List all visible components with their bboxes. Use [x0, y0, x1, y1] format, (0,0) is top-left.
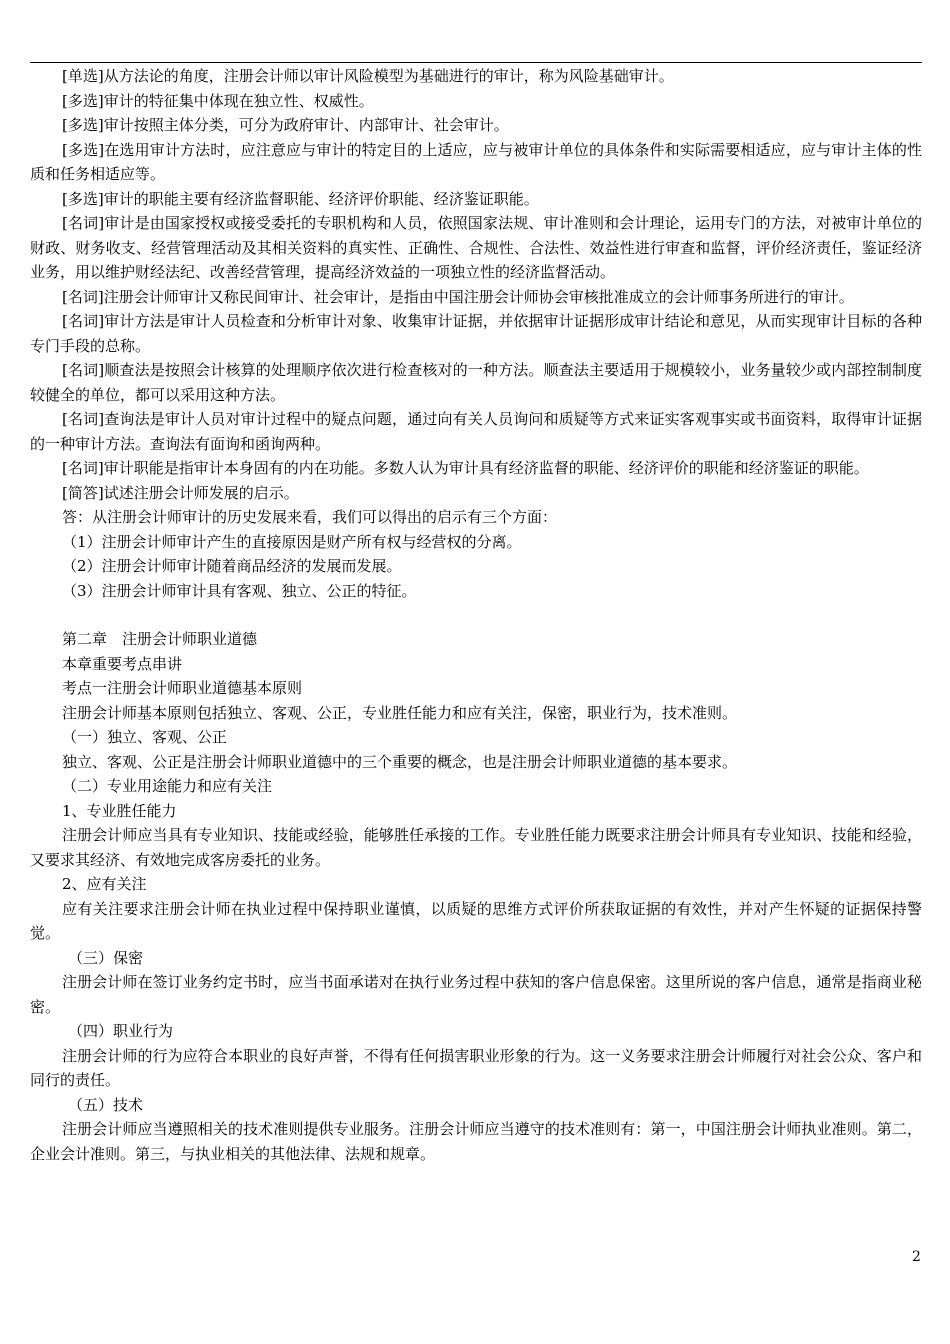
page-number: 2 — [912, 1249, 921, 1265]
paragraph: [多选]审计按照主体分类，可分为政府审计、内部审计、社会审计。 — [62, 116, 509, 134]
list-item: （1）注册会计师审计产生的直接原因是财产所有权与经营权的分离。 — [62, 532, 522, 551]
paragraph: [名词]审计职能是指审计本身固有的内在功能。多数人认为审计具有经济监督的职能、经济评价的职能和经济鉴证的职能。 — [62, 459, 869, 477]
paragraph: 答：从注册会计师审计的历史发展来看，我们可以得出的启示有三个方面： — [62, 508, 558, 526]
paragraph: [简答]试述注册会计师发展的启示。 — [62, 483, 299, 502]
list-item: （2）注册会计师审计随着商品经济的发展而发展。 — [62, 557, 402, 575]
paragraph: [名词]查询法是审计人员对审计过程中的疑点问题，通过向有关人员询问和质疑等方式来证实客观事实或书面资料，取得审计证据的一种审计方法。查询法有面询和函询两种。 — [30, 410, 922, 453]
paragraph: [名词]注册会计师审计又称民间审计、社会审计，是指由中国注册会计师协会审核批准成立的会计师事务所进行的审计。 — [62, 287, 854, 306]
subheading: （四）职业行为 — [68, 1022, 174, 1040]
subheading: （一）独立、客观、公正 — [62, 728, 228, 746]
paragraph: 注册会计师基本原则包括独立、客观、公正，专业胜任能力和应有关注，保密，职业行为，技术准则。 — [62, 703, 738, 722]
list-item: （3）注册会计师审计具有客观、独立、公正的特征。 — [62, 581, 417, 600]
paragraph: 注册会计师在签订业务约定书时，应当书面承诺对在执行业务过程中获知的客户信息保密。这里所说的客户信息，通常是指商业秘密。 — [30, 973, 922, 1016]
paragraph: [名词]审计是由国家授权或接受委托的专职机构和人员，依照国家法规、审计准则和会计理论，运用专门的方法，对被审计单位的财政、财务收支、经营管理活动及其相关资料的真实性、正确性、合规性、合法性、效益性进行审查和监督，评价经济责任，鉴证经济业务，用以维护财经法纪、改善经营管理，提高经济效益的一项独立性的经济监督活动。 — [30, 214, 922, 281]
section-heading: 本章重要考点串讲 — [62, 654, 183, 673]
paragraph: [单选]从方法论的角度，注册会计师以审计风险模型为基础进行的审计，称为风险基础审计。 — [62, 67, 674, 85]
paragraph: 注册会计师应当具有专业知识、技能或经验，能够胜任承接的工作。专业胜任能力既要求注册会计师具有专业知识、技能和经验，又要求其经济、有效地完成客房委托的业务。 — [30, 826, 922, 869]
paragraph: 应有关注要求注册会计师在执业过程中保持职业谨慎，以质疑的思维方式评价所获取证据的有效性，并对产生怀疑的证据保持警觉。 — [30, 899, 922, 942]
section-heading: 考点一注册会计师职业道德基本原则 — [62, 679, 303, 697]
subheading: 2、应有关注 — [62, 875, 147, 893]
header-rule — [30, 62, 922, 63]
paragraph: 独立、客观、公正是注册会计师职业道德中的三个重要的概念，也是注册会计师职业道德的基本要求。 — [62, 752, 738, 771]
paragraph: 注册会计师的行为应符合本职业的良好声誉，不得有任何损害职业形象的行为。这一义务要求注册会计师履行对社会公众、客户和同行的责任。 — [30, 1046, 922, 1089]
chapter-title: 第二章 注册会计师职业道德 — [62, 630, 258, 648]
subheading: 1、专业胜任能力 — [62, 801, 177, 820]
paragraph: [多选]在选用审计方法时，应注意应与审计的特定目的上适应，应与被审计单位的具体条件和实际需要相适应，应与审计主体的性质和任务相适应等。 — [30, 140, 922, 183]
paragraph: [名词]顺查法是按照会计核算的处理顺序依次进行检查核对的一种方法。顺查法主要适用于规模较小，业务量较少或内部控制制度较健全的单位，都可以采用这种方法。 — [30, 361, 922, 404]
paragraph: [名词]审计方法是审计人员检查和分析审计对象、收集审计证据，并依据审计证据形成审计结论和意见，从而实现审计目标的各种专门手段的总称。 — [30, 312, 922, 355]
subheading: （三）保密 — [68, 948, 144, 967]
subheading: （五）技术 — [68, 1095, 144, 1114]
paragraph: 注册会计师应当遵照相关的技术准则提供专业服务。注册会计师应当遵守的技术准则有：第一，中国注册会计师执业准则。第二，企业会计准则。第三，与执业相关的其他法律、法规和规章。 — [30, 1120, 922, 1163]
subheading: （二）专业用途能力和应有关注 — [62, 777, 273, 795]
spacer — [30, 603, 922, 627]
paragraph: [多选]审计的特征集中体现在独立性、权威性。 — [62, 91, 374, 110]
document-body — [30, 64, 922, 1166]
paragraph: [多选]审计的职能主要有经济监督职能、经济评价职能、经济鉴证职能。 — [62, 189, 539, 208]
